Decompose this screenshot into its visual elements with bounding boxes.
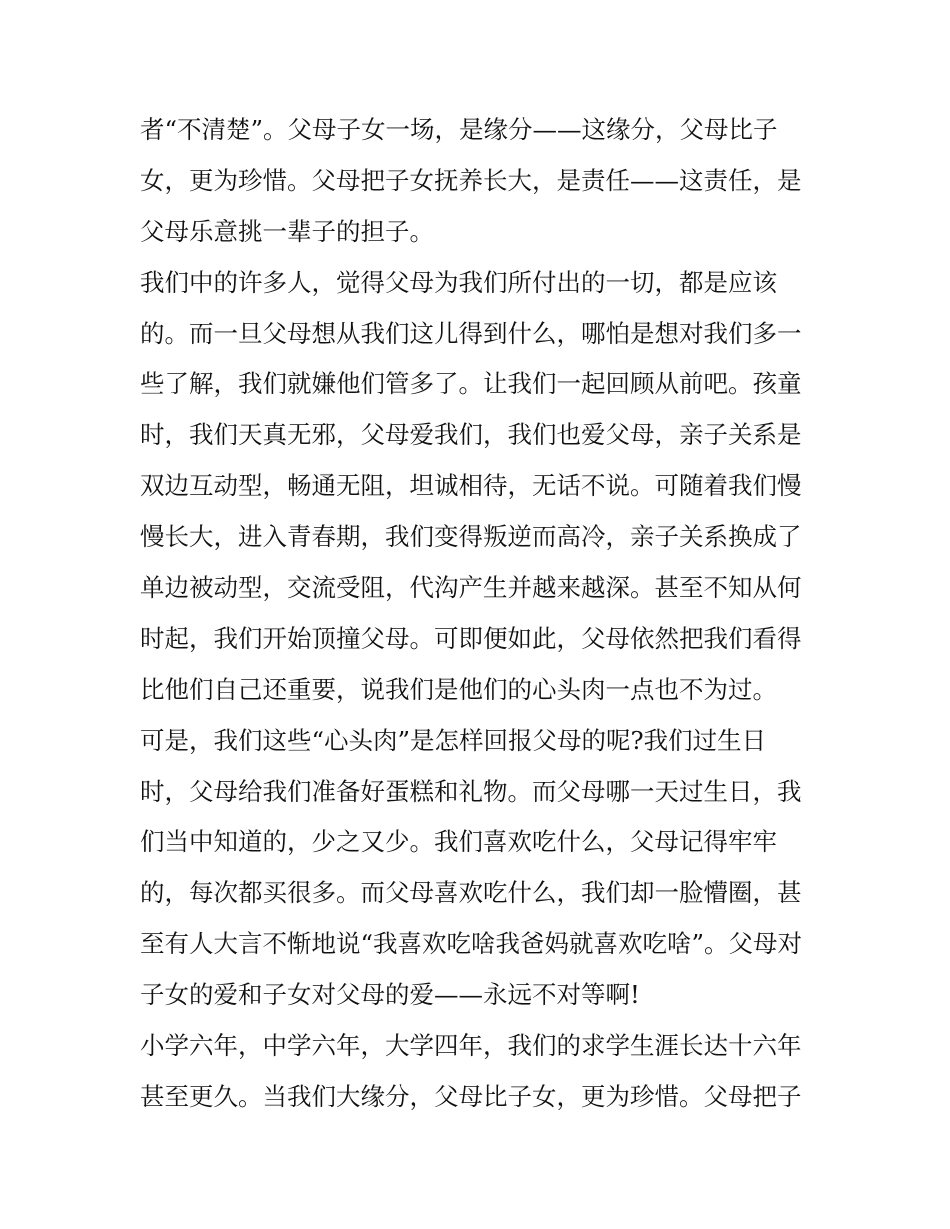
text-line: 可是，我们这些“心头肉”是怎样回报父母的呢?我们过生日 <box>140 725 767 755</box>
text-line: 至有人大言不惭地说“我喜欢吃啥我爸妈就喜欢吃啥”。父母对 <box>140 929 803 959</box>
text-line: 们当中知道的，少之又少。我们喜欢吃什么，父母记得牢牢 <box>140 827 777 857</box>
text-line: 父母乐意挑一辈子的担子。 <box>140 216 434 246</box>
text-line: 双边互动型，畅通无阻，坦诚相待，无话不说。可随着我们慢 <box>140 471 802 501</box>
text-line: 我们中的许多人，觉得父母为我们所付出的一切，都是应该 <box>140 267 777 297</box>
text-line: 甚至更久。当我们大缘分，父母比子女，更为珍惜。父母把子 <box>140 1081 802 1111</box>
text-line: 的，每次都买很多。而父母喜欢吃什么，我们却一脸懵圈，甚 <box>140 878 802 908</box>
text-line: 女，更为珍惜。父母把子女抚养长大，是责任——这责任，是 <box>140 165 802 195</box>
text-line: 些了解，我们就嫌他们管多了。让我们一起回顾从前吧。孩童 <box>140 369 802 399</box>
text-line: 时起，我们开始顶撞父母。可即便如此，父母依然把我们看得 <box>140 623 802 653</box>
text-line: 单边被动型，交流受阻，代沟产生并越来越深。甚至不知从何 <box>140 573 802 603</box>
text-line: 比他们自己还重要，说我们是他们的心头肉一点也不为过。 <box>140 674 777 704</box>
text-line: 时，我们天真无邪，父母爱我们，我们也爱父母，亲子关系是 <box>140 420 802 450</box>
text-line: 的。而一旦父母想从我们这儿得到什么，哪怕是想对我们多一 <box>140 318 802 348</box>
text-line: 慢长大，进入青春期，我们变得叛逆而高冷，亲子关系换成了 <box>140 522 802 552</box>
body-text <box>140 105 820 1123</box>
text-line: 者“不清楚”。父母子女一场，是缘分——这缘分，父母比子 <box>140 115 778 144</box>
text-line: 时，父母给我们准备好蛋糕和礼物。而父母哪一天过生日，我 <box>140 776 802 806</box>
text-line: 小学六年，中学六年，大学四年，我们的求学生涯长达十六年 <box>140 1031 802 1061</box>
text-line: 子女的爱和子女对父母的爱——永远不对等啊! <box>140 980 640 1010</box>
